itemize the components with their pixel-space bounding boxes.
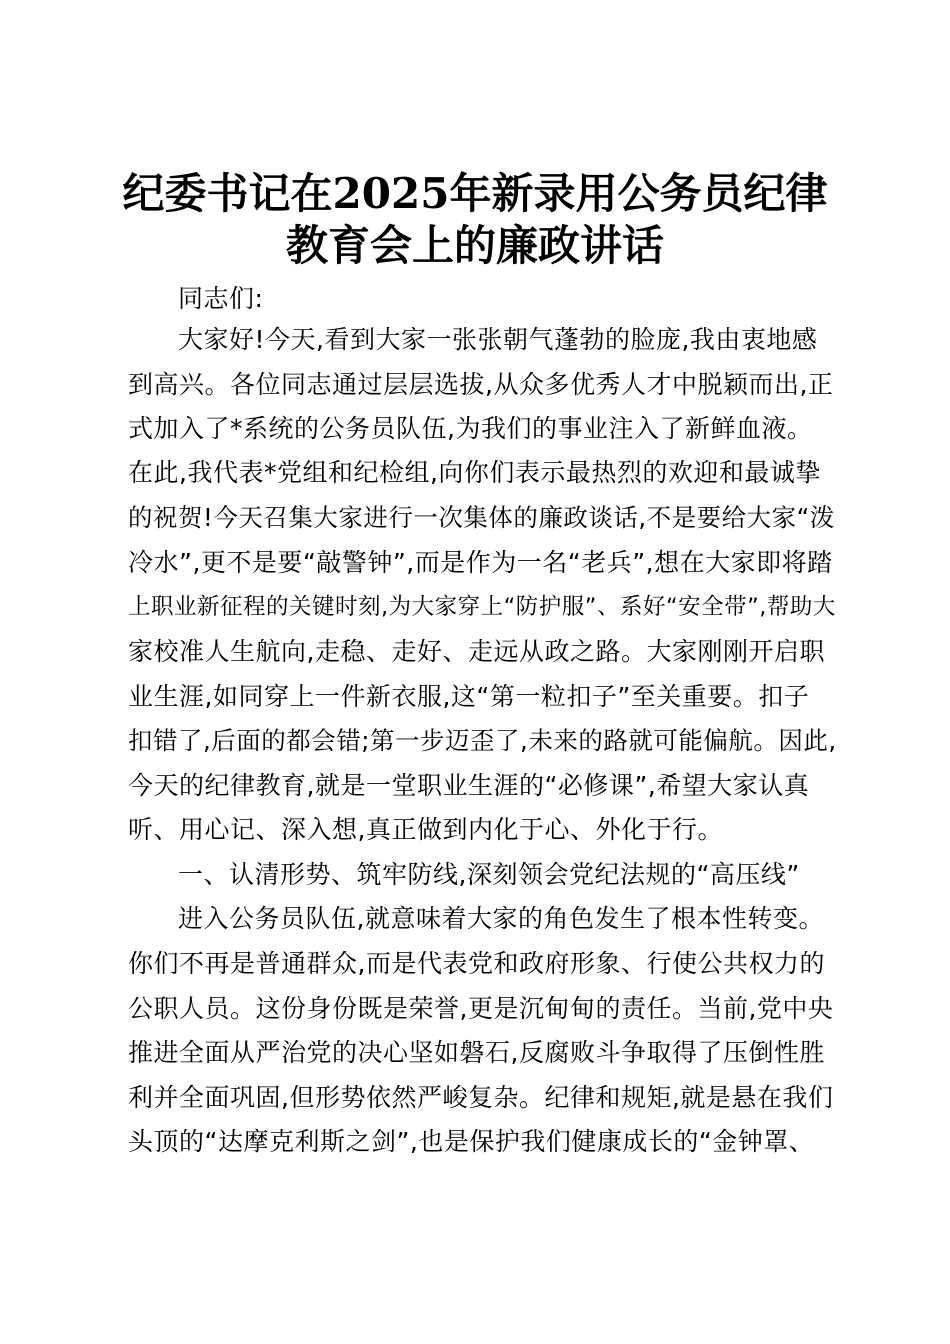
paragraph-line: 公职人员。这份身份既是荣誉,更是沉甸甸的责任。当前,党中央 (128, 994, 834, 1023)
paragraph-line: 家校准人生航向,走稳、走好、走远从政之路。大家刚刚开启职 (128, 637, 825, 666)
paragraph-line: 式加入了*系统的公务员队伍,为我们的事业注入了新鲜血液。 (128, 414, 813, 443)
salutation: 同志们: (178, 284, 264, 313)
paragraph-line: 扣错了,后面的都会错;第一步迈歪了,未来的路就可能偏航。因此, (128, 726, 837, 755)
document-title-line-1: 纪委书记在2025年新录用公务员纪律 (122, 169, 828, 218)
paragraph-line: 到高兴。各位同志通过层层选拔,从众多优秀人才中脱颖而出,正 (128, 370, 834, 399)
paragraph-line: 利并全面巩固,但形势依然严峻复杂。纪律和规矩,就是悬在我们 (128, 1083, 834, 1112)
document-title-line-2: 教育会上的廉政讲话 (285, 221, 664, 270)
paragraph-line: 大家好!今天,看到大家一张张朝气蓬勃的脸庞,我由衷地感 (178, 325, 818, 354)
paragraph-line: 听、用心记、深入想,真正做到内化于心、外化于行。 (128, 815, 723, 844)
paragraph-line: 推进全面从严治党的决心坚如磐石,反腐败斗争取得了压倒性胜 (128, 1038, 825, 1067)
paragraph-line: 冷水”,更不是要“敲警钟”,而是作为一名“老兵”,想在大家即将踏 (128, 548, 833, 577)
paragraph-line: 今天的纪律教育,就是一堂职业生涯的“必修课”,希望大家认真 (128, 771, 810, 800)
paragraph-line: 在此,我代表*党组和纪检组,向你们表示最热烈的欢迎和最诚挚 (128, 458, 821, 487)
section-heading: 一、认清形势、筑牢防线,深刻领会党纪法规的“高压线” (178, 860, 800, 889)
paragraph-line: 进入公务员队伍,就意味着大家的角色发生了根本性转变。 (178, 904, 824, 933)
paragraph-line: 业生涯,如同穿上一件新衣服,这“第一粒扣子”至关重要。扣子 (128, 682, 810, 711)
paragraph-line: 上职业新征程的关键时刻,为大家穿上“防护服”、系好“安全带”,帮助大 (128, 594, 836, 620)
paragraph-line: 的祝贺!今天召集大家进行一次集体的廉政谈话,不是要给大家“泼 (128, 503, 835, 532)
paragraph-line: 你们不再是普通群众,而是代表党和政府形象、行使公共权力的 (128, 949, 825, 978)
paragraph-line: 头顶的“达摩克利斯之剑”,也是保护我们健康成长的“金钟罩、 (128, 1127, 815, 1156)
